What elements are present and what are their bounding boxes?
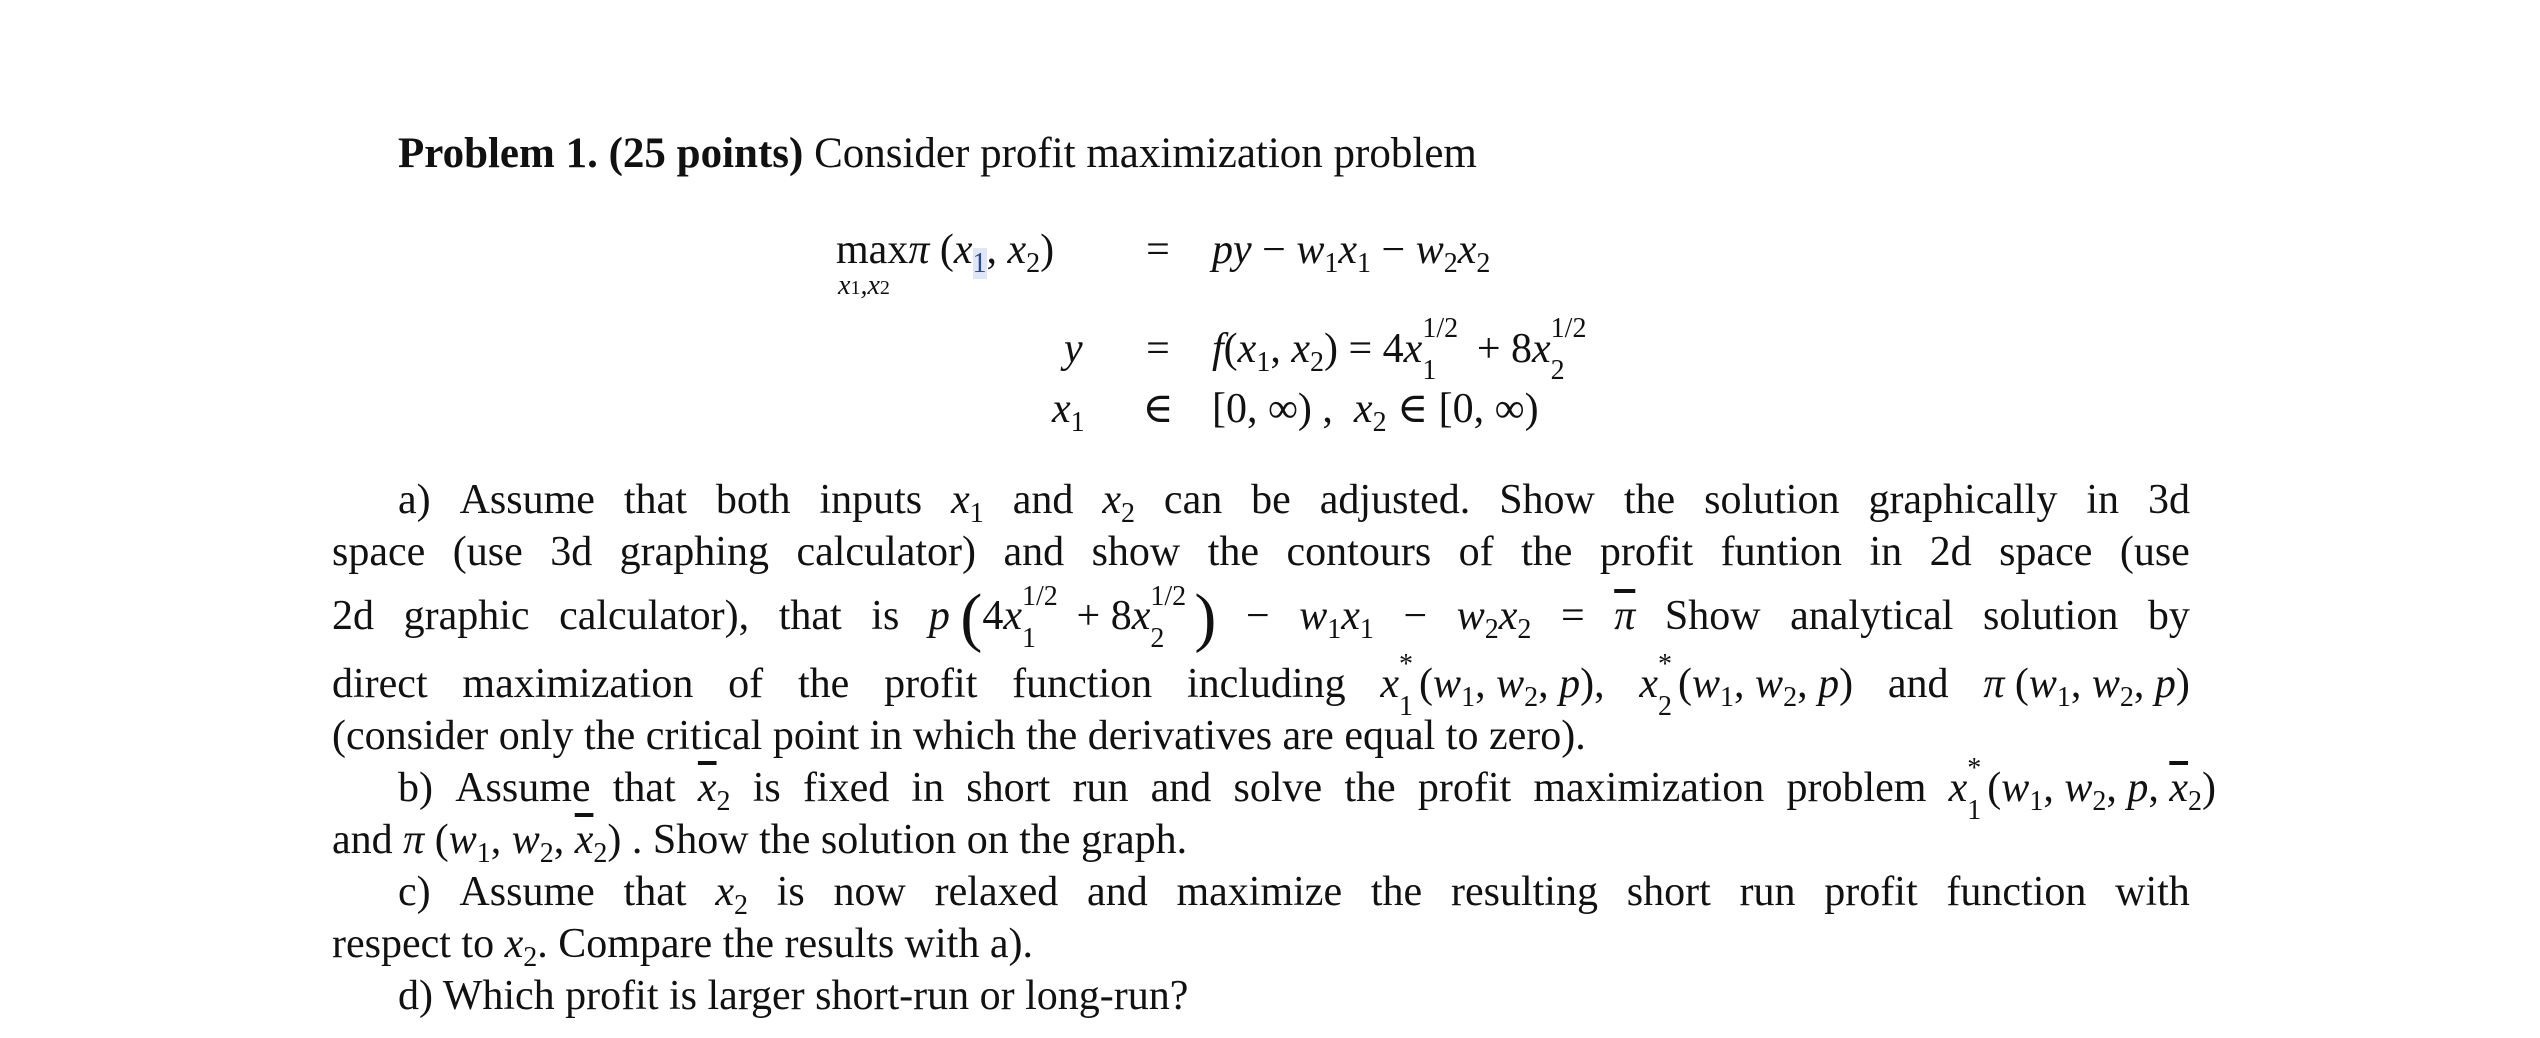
part-c-line-2: respect to $x_2$. Compare the results with a).	[332, 921, 1033, 973]
equation-1-underset: x1,x2	[838, 270, 890, 301]
equation-block	[0, 0, 2540, 460]
part-a-line-5: (consider only the critical point in which the derivatives are equal to zero).	[332, 713, 1586, 759]
part-a-line-2: space (use 3d graphing calculator) and show the contours of the profit funtion in 2d space (use	[332, 529, 2190, 575]
part-a-line-1: a) Assume that both inputs $x_1$ and $x_2$ can be adjusted. Show the solution graphically in 3d	[398, 477, 2190, 529]
problem-intro: Consider profit maximization problem	[814, 130, 1477, 177]
part-b-line-2: and π ($w_1$, $w_2$, $\overline{x}_2$) . Show the solution on the graph.	[332, 817, 1188, 869]
part-d-line-1: d) Which profit is larger short-run or long-run?	[398, 973, 1189, 1019]
equation-3-lhs: $x_1$	[1052, 386, 1085, 438]
equation-2-rhs: $f(x_1$, $x_2) = 4x$ 1/2 1 + 8x 1/2 2	[1212, 313, 1587, 386]
equation-2-rel: =	[1146, 326, 1170, 372]
equation-1-rel: =	[1146, 227, 1170, 273]
equation-1-rhs: py − $w_1x_1 - w_2x_2$	[1212, 227, 1491, 279]
equation-2-lhs: y	[1064, 326, 1083, 372]
problem-label: Problem 1.	[398, 130, 598, 177]
part-b-line-1: b) Assume that $\overline{x}_2$ is fixed in short run and solve the profit maximization problem x * 1 ($w_1$, $w_2$, p, $\overline{x}_2$)	[398, 753, 2216, 826]
equation-3-rel: ∈	[1142, 386, 1174, 432]
part-c-line-1: c) Assume that $x_2$ is now relaxed and maximize the resulting short run profit function with	[398, 869, 2190, 921]
equation-3-rhs: [0, ∞) , $x_2$ ∈ [0, ∞)	[1212, 386, 1539, 438]
problem-points: (25 points)	[608, 130, 804, 177]
part-a-line-4: direct maximization of the profit function including x * 1 ($w_1$, $w_2$, p), x * 2 ($w_1$, $w_2$, p) and π ($w_1$, $w_2$, p)	[332, 649, 2190, 722]
part-a-line-3: 2d graphic calculator), that is p (4x 1/2 1 + 8x 1/2 2 ) − $w_1x_1$ − $w_2x_2$ = $\overline{\pi}$ Show analytical solution by	[332, 581, 2190, 654]
equation-1-lhs: maxπ ($x_1$, $x_2$)	[836, 227, 1055, 279]
